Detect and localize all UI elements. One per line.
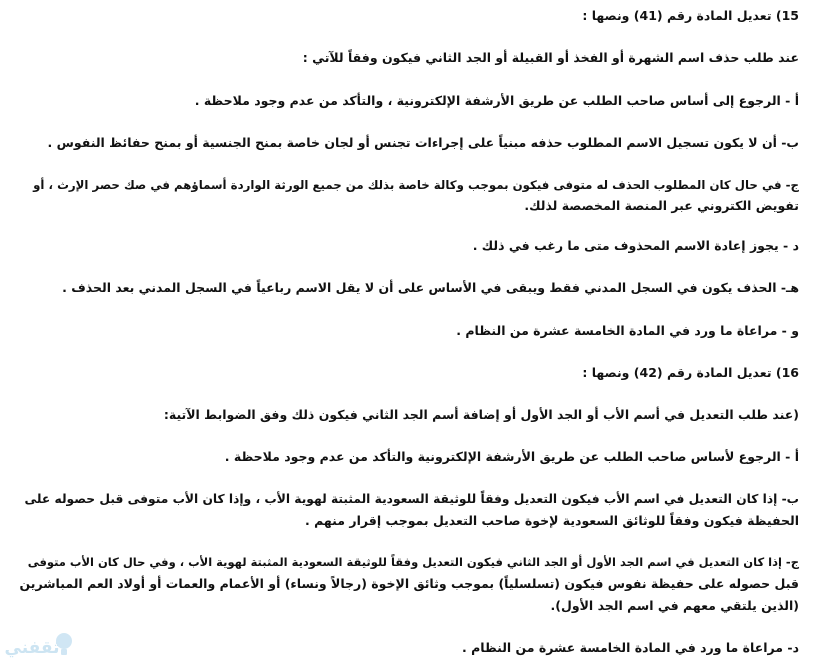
article-41-clause-b: ب- أن لا يكون تسجيل الاسم المطلوب حذفه مبنياً على إجراءات تجنس أو لجان خاصة بمنح الجنسية أو بمنح حفائظ النفوس . <box>47 135 799 150</box>
svg-text:ثقفني: ثقفني <box>4 638 60 658</box>
article-42-clause-b-line2: الحفيظة فيكون وفقاً للوثائق السعودية لإخوة صاحب التعديل بموجب إقرار منهم . <box>305 513 799 528</box>
article-42-clause-b-line1: ب- إذا كان التعديل في اسم الأب فيكون التعديل وفقاً للوثيقة السعودية المثبتة لهوية الأب ، وإذا كان الأب متوفى قبل حصوله على <box>24 492 799 506</box>
article-41-clause-f: و - مراعاة ما ورد في المادة الخامسة عشرة من النظام . <box>456 323 799 338</box>
article-41-clause-c-line2: تفويض الكتروني عبر المنصة المخصصة لذلك. <box>524 198 799 213</box>
article-41-clause-d: د - يجوز إعادة الاسم المحذوف متى ما رغب في ذلك . <box>472 238 799 253</box>
article-41-clause-c-line1: ج- في حال كان المطلوب الحذف له متوفى فيكون بموجب وكالة خاصة بذلك من جميع الورثة الواردة أسماؤهم في صك حصر الإرث ، أو <box>33 178 799 192</box>
article-41-clause-a: أ - الرجوع إلى أساس صاحب الطلب عن طريق الأرشفة الإلكترونية ، والتأكد من عدم وجود ملاحظة . <box>194 93 799 108</box>
article-42-intro: (عند طلب التعديل في أسم الأب أو الجد الأول أو إضافة أسم الجد الثاني فيكون ذلك وفق الضوابط الآتية: <box>163 407 799 422</box>
article-42-clause-c-line2: قبل حصوله على حفيظة نفوس فيكون (تسلسلياً) بموجب وثائق الإخوة (رجالاً ونساء) أو الأعمام والعمات أو أولاد العم المباشرين <box>19 576 799 591</box>
article-41-intro: عند طلب حذف اسم الشهرة أو الفخذ أو القبيلة أو الجد الثاني فيكون وفقاً للآتي : <box>302 50 799 65</box>
article-41-heading: 15) تعديل المادة رقم (41) ونصها : <box>582 8 799 23</box>
article-42-clause-c-line1: ج- إذا كان التعديل في اسم الجد الأول أو الجد الثاني فيكون التعديل وفقاً للوثيقة السعودية المثبتة لهوية الأب ، وفي حال كان الأب متوفى <box>27 555 799 569</box>
article-42-clause-c-line3: (الذين يلتقي معهم في اسم الجد الأول). <box>550 598 799 613</box>
article-42-clause-d: د- مراعاة ما ورد في المادة الخامسة عشرة من النظام . <box>461 640 799 655</box>
article-42-heading: 16) تعديل المادة رقم (42) ونصها : <box>582 365 799 380</box>
article-42-clause-a: أ - الرجوع لأساس صاحب الطلب عن طريق الأرشفة الإلكترونية والتأكد من عدم وجود ملاحظة . <box>224 449 799 464</box>
article-41-clause-e: هـ- الحذف يكون في السجل المدني فقط ويبقى في الأساس على أن لا يقل الاسم رباعياً في السجل المدني بعد الحذف . <box>62 280 799 295</box>
